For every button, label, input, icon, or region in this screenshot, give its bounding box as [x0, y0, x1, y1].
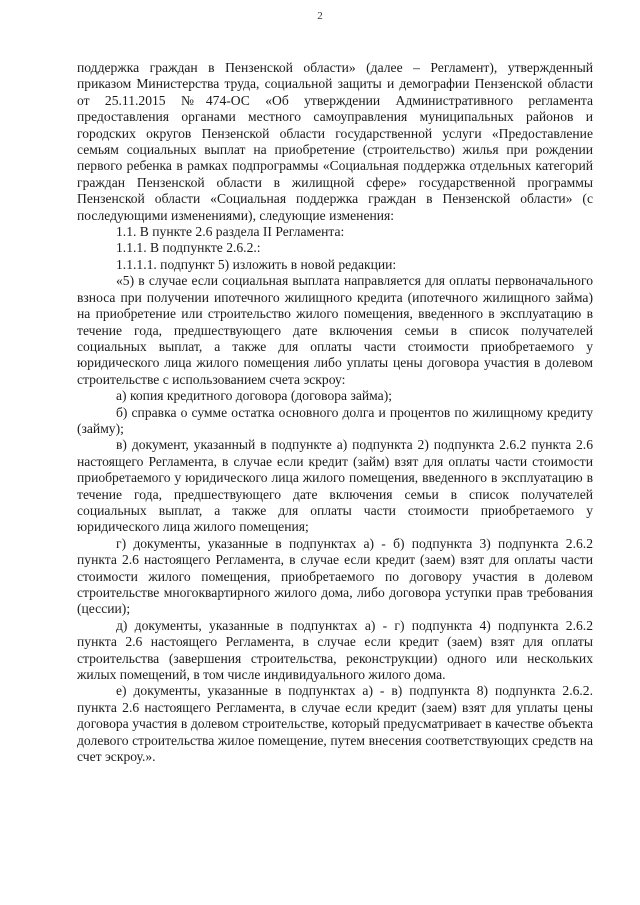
- paragraph-item-d: д) документы, указанные в подпунктах а) - г) подпункта 4) подпункта 2.6.2 пункта 2.6 настоящего Регламента, в случае если кредит (заем) взят для оплаты строительства (завершения строительства, реконструкции) одного или нескольких жилых помещений, в том числе индивидуального жилого дома.: [77, 617, 593, 683]
- page-number: 2: [317, 10, 323, 22]
- paragraph-clause-1-1-1-1: 1.1.1.1. подпункт 5) изложить в новой редакции:: [116, 256, 397, 272]
- paragraph-clause-1-1-1: 1.1.1. В подпункте 2.6.2.:: [116, 240, 261, 256]
- paragraph-item-b: б) справка о сумме остатка основного долга и процентов по жилищному кредиту (займу);: [77, 404, 593, 436]
- paragraph-intro: поддержка граждан в Пензенской области» (далее – Регламент), утвержденный приказом Министерства труда, социальной защиты и демографии Пензенской области от 25.11.2015 №474-ОС «Об утверждении Административного регламента предоставления органами местного самоуправления муниципальных районов и городских округов Пензенской области государственной услуги «Предоставление семьям социальных выплат на приобретение (строительство) жилья при рождении первого ребенка в рамках подпрограммы «Социальная поддержка отдельных категорий граждан Пензенской области в жилищной сфере» государственной программы Пензенской области «Социальная поддержка граждан в Пензенской области» (с последующими изменениями), следующие изменения:: [77, 60, 593, 223]
- paragraph-item-a: а) копия кредитного договора (договора займа);: [116, 388, 393, 404]
- document-body: [77, 60, 593, 765]
- paragraph-item-e: е) документы, указанные в подпунктах а) - в) подпункта 8) подпункта 2.6.2. пункта 2.6 настоящего Регламента, в случае если кредит (заем) взят для уплаты цены договора участия в долевом строительстве, который предусматривает в качестве объекта долевого строительства жилое помещение, путем внесения соответствующих средств на счет эскроу.».: [77, 683, 593, 765]
- paragraph-subitem-5: «5) в случае если социальная выплата направляется для оплаты первоначального взноса при получении ипотечного жилищного кредита (ипотечного жилищного займа) на приобретение или строительство жилого помещения, введенного в эксплуатацию в течение года, предшествующего дате включения семьи в список получателей социальных выплат, а также для оплаты части стоимости приобретаемого у юридического лица жилого помещения либо уплаты цены договора участия в долевом строительстве с использованием счета эскроу:: [77, 273, 593, 387]
- paragraph-item-v: в) документ, указанный в подпункте а) подпункта 2) подпункта 2.6.2 пункта 2.6 настоящего Регламента, в случае если кредит (займ) взят для оплаты части стоимости приобретаемого у юридического лица жилого помещения, введенного в эксплуатацию в течение года, предшествующего дате включения семьи в список получателей социальных выплат, а также для оплаты части стоимости приобретаемого у юридического лица жилого помещения;: [77, 437, 593, 535]
- paragraph-clause-1-1: 1.1. В пункте 2.6 раздела II Регламента:: [116, 224, 345, 240]
- paragraph-item-g: г) документы, указанные в подпунктах а) - б) подпункта 3) подпункта 2.6.2 пункта 2.6 настоящего Регламента, в случае если кредит (заем) взят для оплаты части стоимости жилого помещения, приобретаемого по договору участия в долевом строительстве многоквартирного жилого дома, либо договора уступки прав требования (цессии);: [77, 535, 593, 617]
